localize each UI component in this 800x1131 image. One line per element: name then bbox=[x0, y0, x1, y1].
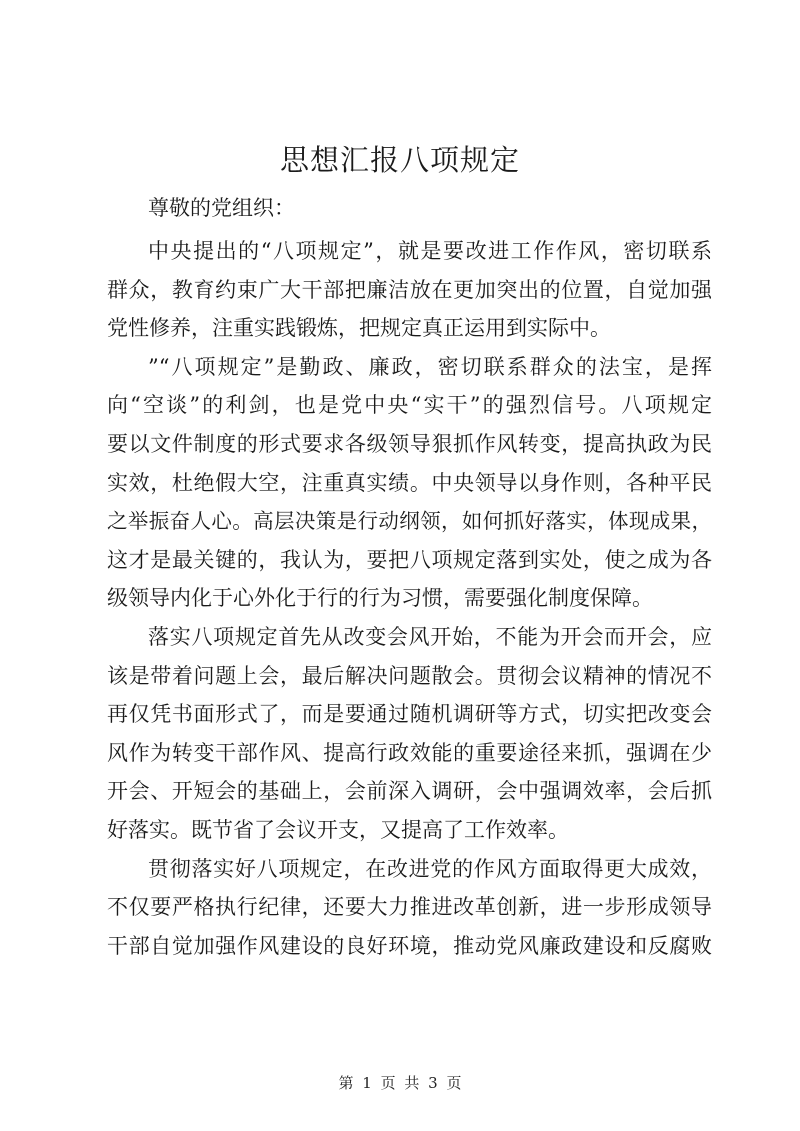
text-line: 向“空谈”的利剑，也是党中央“实干”的强烈信号。八项规定 bbox=[107, 393, 712, 418]
text-line: 落实八项规定首先从改变会风开始，不能为开会而开会，应 bbox=[148, 624, 712, 649]
text-line: 再仅凭书面形式了，而是要通过随机调研等方式，切实把改变会 bbox=[107, 702, 712, 727]
text-line: 这才是最关键的，我认为，要把八项规定落到实处，使之成为各 bbox=[107, 547, 712, 572]
paragraph-3 bbox=[107, 618, 712, 850]
paragraph-2 bbox=[107, 348, 712, 618]
text-line: 级领导内化于心外化于行的行为习惯，需要强化制度保障。 bbox=[107, 586, 653, 611]
text-line: 中央提出的“八项规定”，就是要改进工作作风，密切联系 bbox=[148, 239, 712, 263]
text-line: 实效，杜绝假大空，注重真实绩。中央领导以身作则，各种平民 bbox=[107, 470, 712, 495]
page-footer: 第 1 页 共 3 页 bbox=[338, 1074, 462, 1092]
paragraph-4 bbox=[107, 850, 712, 966]
text-line: 贯彻落实好八项规定，在改进党的作风方面取得更大成效， bbox=[148, 856, 712, 881]
text-line: 开会、开短会的基础上，会前深入调研，会中强调效率，会后抓 bbox=[107, 779, 712, 804]
text-line: 群众，教育约束广大干部把廉洁放在更加突出的位置，自觉加强 bbox=[107, 277, 712, 302]
text-line: 干部自觉加强作风建设的良好环境，推动党风廉政建设和反腐败 bbox=[107, 933, 712, 958]
text-line: 不仅要严格执行纪律，还要大力推进改革创新，进一步形成领导 bbox=[107, 895, 712, 920]
text-line: 党性修养，注重实践锻炼，把规定真正运用到实际中。 bbox=[107, 316, 611, 341]
text-line: 该是带着问题上会，最后解决问题散会。贯彻会议精神的情况不 bbox=[107, 663, 712, 688]
paragraph-1 bbox=[107, 232, 712, 348]
text-line: ”“八项规定”是勤政、廉政，密切联系群众的法宝，是挥 bbox=[148, 354, 712, 379]
text-line: 要以文件制度的形式要求各级领导狠抓作风转变，提高执政为民 bbox=[107, 431, 712, 456]
text-line: 好落实。既节省了会议开支，又提高了工作效率。 bbox=[107, 817, 569, 842]
salutation: 尊敬的党组织： bbox=[148, 196, 295, 220]
document-body bbox=[107, 232, 712, 965]
text-line: 风作为转变干部作风、提高行政效能的重要途径来抓，强调在少 bbox=[107, 740, 712, 765]
text-line: 之举振奋人心。高层决策是行动纲领，如何抓好落实，体现成果， bbox=[107, 509, 712, 534]
document-title: 思想汇报八项规定 bbox=[279, 143, 520, 177]
